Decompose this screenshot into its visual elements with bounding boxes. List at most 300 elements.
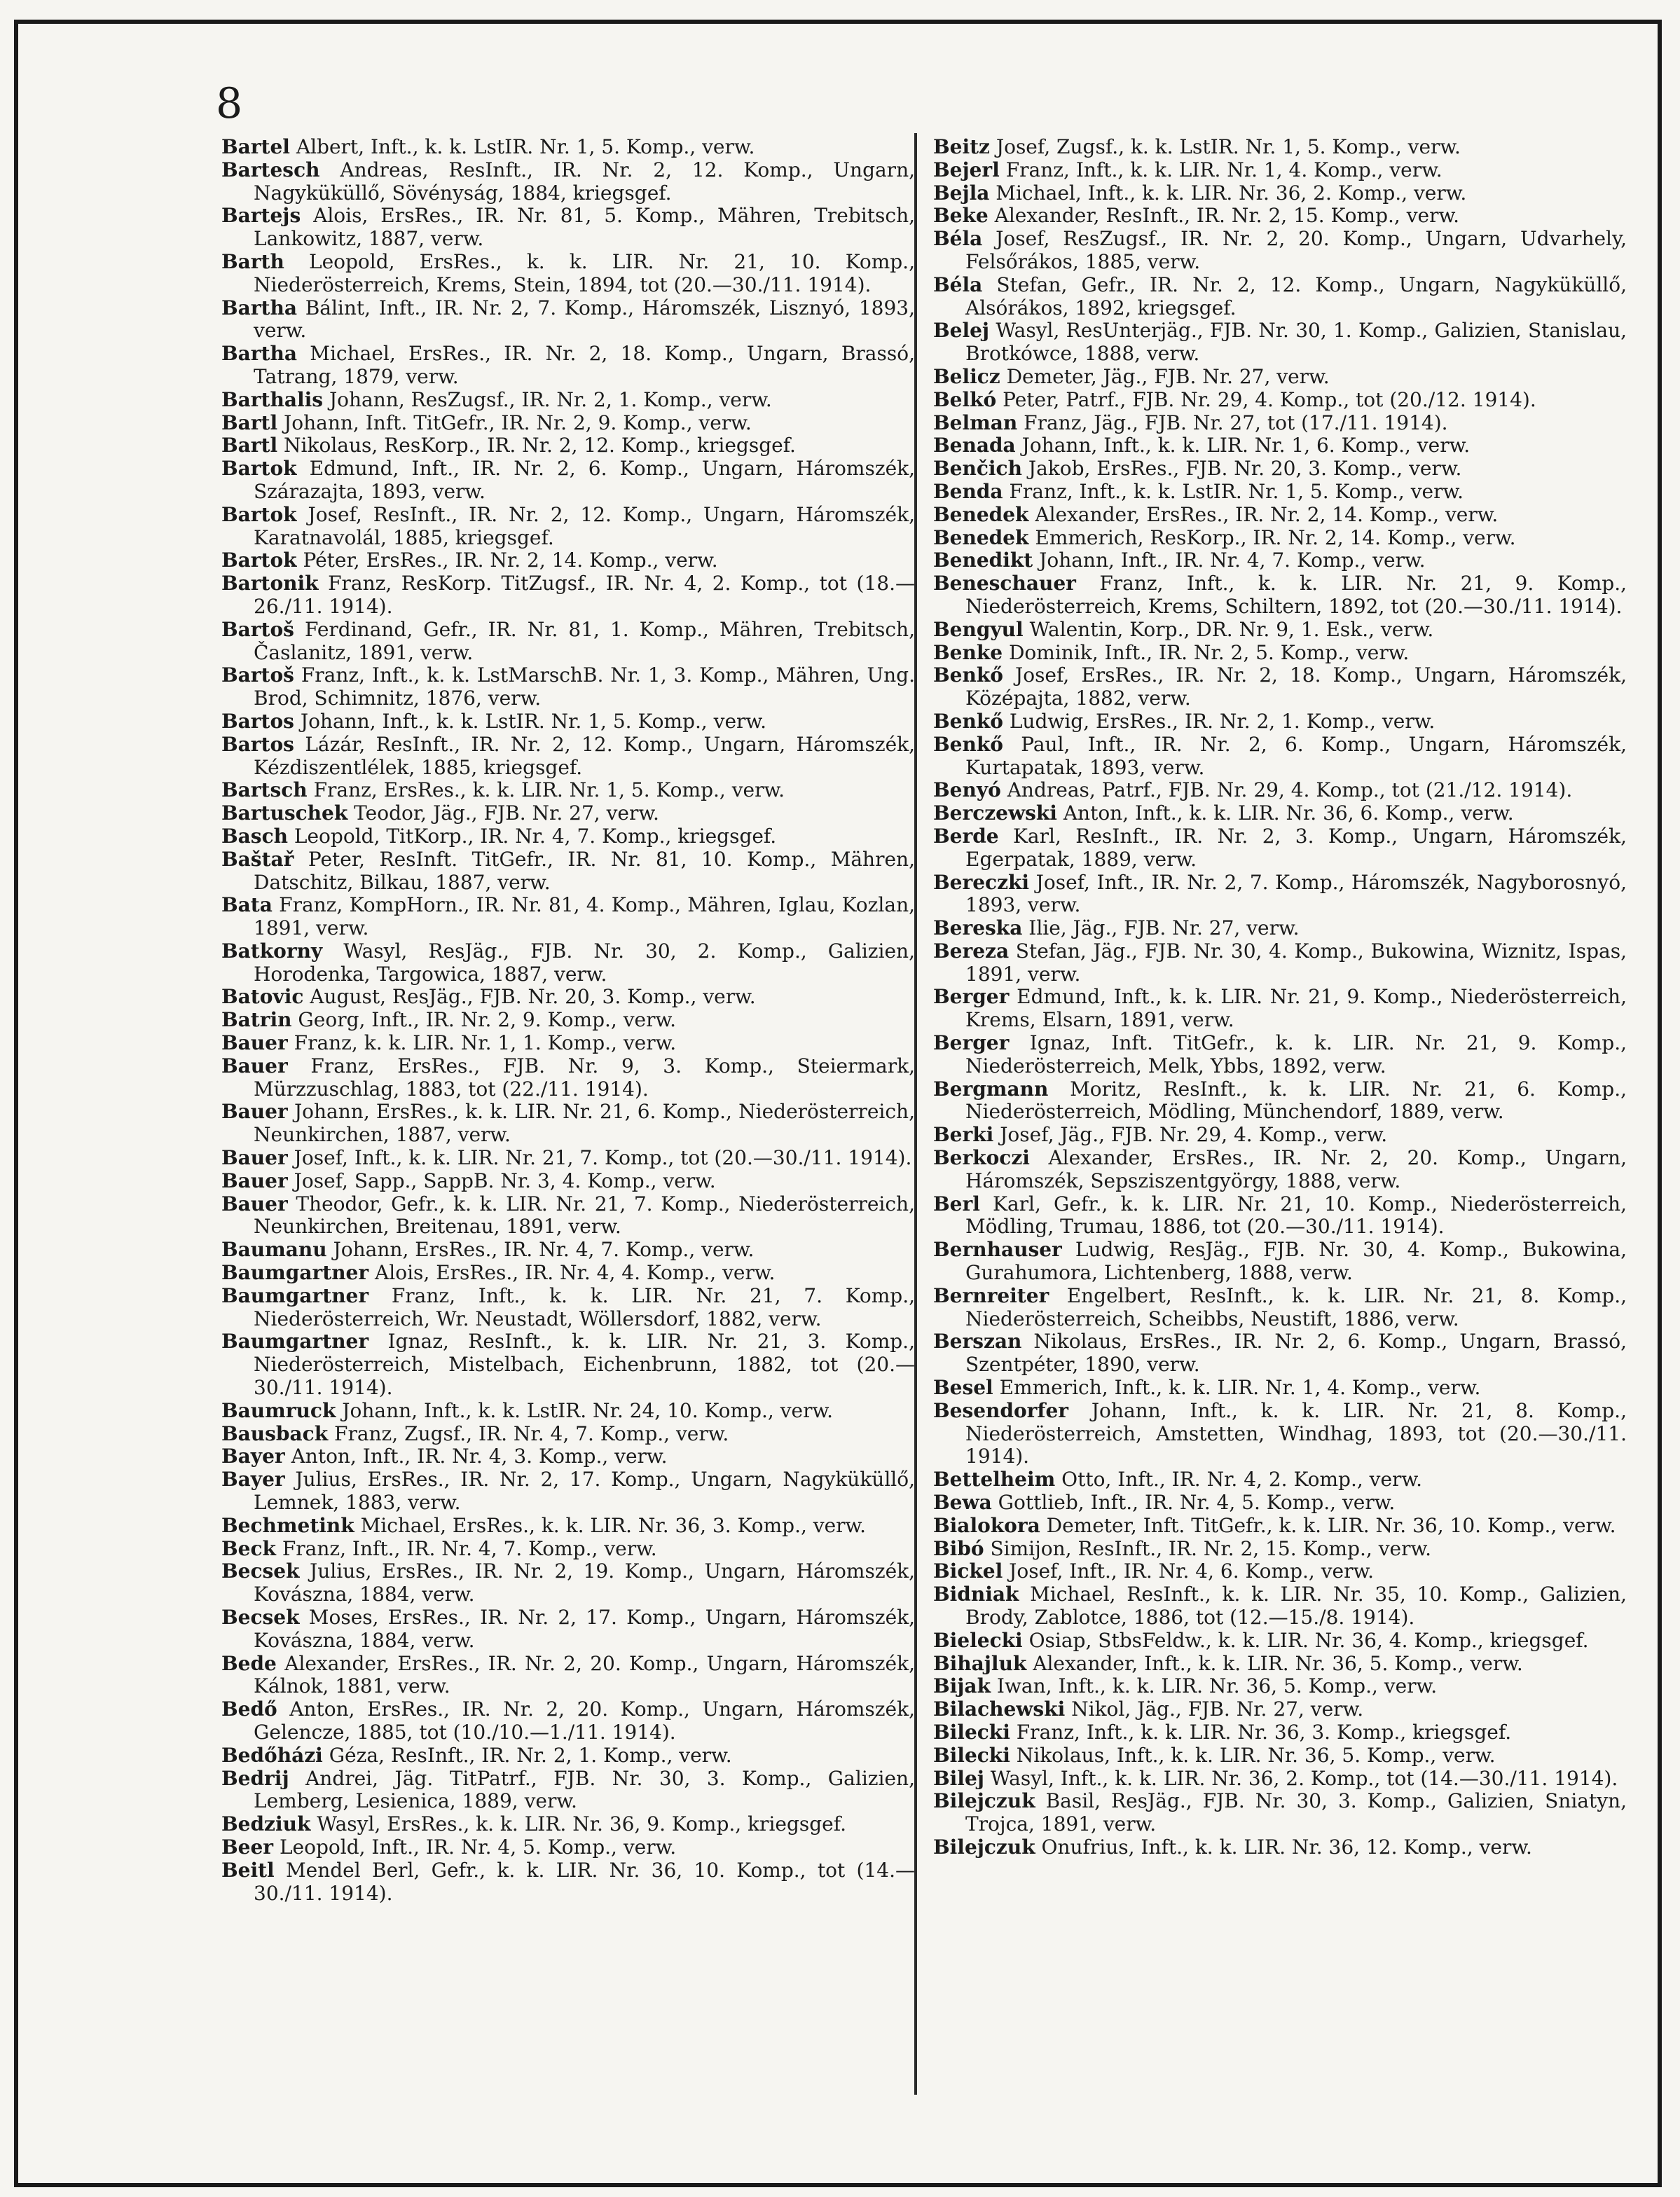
register-entry xyxy=(933,1239,1627,1285)
register-entry xyxy=(933,527,1627,550)
entry-surname: Béla xyxy=(933,227,983,251)
entry-surname: Bilecki xyxy=(933,1720,1010,1744)
entry-surname: Bartok xyxy=(221,549,297,572)
entry-surname: Bayer xyxy=(221,1445,285,1468)
entry-details: Franz, ResKorp. TitZugsf., IR. Nr. 4, 2. Komp., tot (18.—26./11. 1914). xyxy=(254,572,915,618)
register-entry xyxy=(221,1055,915,1101)
register-entry xyxy=(221,894,915,940)
entry-details: Franz, KompHorn., IR. Nr. 81, 4. Komp., Mähren, Iglau, Kozlan, 1891, verw. xyxy=(254,893,915,940)
entry-details: Michael, Inft., k. k. LIR. Nr. 36, 2. Komp., verw. xyxy=(996,181,1467,205)
entry-details: Jakob, ErsRes., FJB. Nr. 20, 3. Komp., verw. xyxy=(1028,457,1462,481)
register-entry xyxy=(933,642,1627,665)
entry-details: Johann, Inft. TitGefr., IR. Nr. 2, 9. Komp., verw. xyxy=(284,411,752,434)
entry-details: Osiap, StbsFeldw., k. k. LIR. Nr. 36, 4. Komp., kriegsgef. xyxy=(1028,1628,1589,1652)
entry-details: Ignaz, Inft. TitGefr., k. k. LIR. Nr. 21, 9. Komp., Niederösterreich, Melk, Ybbs, 1892, verw. xyxy=(965,1031,1627,1077)
register-entry xyxy=(933,319,1627,366)
entry-surname: Benkő xyxy=(933,732,1003,756)
entry-surname: Basch xyxy=(221,824,288,848)
register-entry xyxy=(221,1330,915,1399)
entry-surname: Becsek xyxy=(221,1559,300,1583)
entry-surname: Beck xyxy=(221,1536,276,1560)
register-entry xyxy=(221,1170,915,1193)
entry-details: Julius, ErsRes., IR. Nr. 2, 17. Komp., Ungarn, Nagyküküllő, Lemnek, 1883, verw. xyxy=(254,1468,916,1515)
entry-details: Michael, ErsRes., IR. Nr. 2, 18. Komp., Ungarn, Brassó, Tatrang, 1879, verw. xyxy=(254,342,915,388)
entry-surname: Bartl xyxy=(221,411,278,434)
entry-details: Andreas, Patrf., FJB. Nr. 29, 4. Komp., tot (21./12. 1914). xyxy=(1007,778,1573,802)
register-entry xyxy=(221,1147,915,1170)
register-entry xyxy=(933,1285,1627,1331)
entry-details: Géza, ResInft., IR. Nr. 2, 1. Komp., verw. xyxy=(329,1743,732,1767)
register-entry xyxy=(221,1468,915,1515)
register-entry xyxy=(221,1538,915,1561)
entry-details: Josef, ResZugsf., IR. Nr. 2, 20. Komp., Ungarn, Udvarhely, Felsőrákos, 1885, verw. xyxy=(965,227,1627,273)
entry-surname: Bihajluk xyxy=(933,1651,1027,1675)
register-entry xyxy=(933,1836,1627,1859)
entry-surname: Bettelheim xyxy=(933,1468,1056,1492)
entry-details: Karl, ResInft., IR. Nr. 2, 3. Komp., Ungarn, Háromszék, Egerpatak, 1889, verw. xyxy=(965,824,1627,871)
register-entry xyxy=(933,572,1627,619)
register-entry xyxy=(221,1285,915,1331)
register-entry xyxy=(933,825,1627,872)
entry-details: Alexander, ErsRes., IR. Nr. 2, 20. Komp., Ungarn, Háromszék, Kálnok, 1881, verw. xyxy=(254,1651,915,1698)
entry-details: Albert, Inft., k. k. LstIR. Nr. 1, 5. Komp., verw. xyxy=(296,135,755,158)
entry-details: Johann, ErsRes., IR. Nr. 4, 7. Komp., verw. xyxy=(333,1238,755,1262)
entry-surname: Bartos xyxy=(221,732,294,756)
entry-details: Franz, ErsRes., k. k. LIR. Nr. 1, 5. Komp., verw. xyxy=(313,778,785,802)
register-entry xyxy=(221,205,915,251)
entry-details: Lázár, ResInft., IR. Nr. 2, 12. Komp., Ungarn, Háromszék, Kézdiszentlélek, 1885, kriegsgef. xyxy=(254,732,916,779)
register-entry xyxy=(221,802,915,825)
entry-surname: Benkő xyxy=(933,663,1003,687)
entry-surname: Bedő xyxy=(221,1697,277,1721)
entry-surname: Belman xyxy=(933,411,1018,434)
register-entry xyxy=(933,1377,1627,1400)
entry-surname: Bilej xyxy=(933,1766,984,1790)
entry-details: Peter, Patrf., FJB. Nr. 29, 4. Komp., tot (20./12. 1914). xyxy=(1003,387,1536,411)
entry-details: Iwan, Inft., k. k. LIR. Nr. 36, 5. Komp., verw. xyxy=(996,1674,1438,1698)
entry-details: Otto, Inft., IR. Nr. 4, 2. Komp., verw. xyxy=(1061,1468,1422,1492)
register-entry xyxy=(221,710,915,734)
entry-details: Alois, ErsRes., IR. Nr. 81, 5. Komp., Mähren, Trebitsch, Lankowitz, 1887, verw. xyxy=(254,204,915,251)
register-entry xyxy=(221,343,915,389)
entry-surname: Benedikt xyxy=(933,549,1033,572)
register-entry xyxy=(221,1653,915,1699)
register-entry xyxy=(221,1101,915,1147)
entry-surname: Baumruck xyxy=(221,1398,336,1422)
register-entry xyxy=(933,664,1627,710)
register-entry xyxy=(221,1836,915,1859)
register-entry xyxy=(933,434,1627,457)
register-entry xyxy=(221,1744,915,1768)
entry-surname: Bickel xyxy=(933,1559,1003,1583)
register-entry xyxy=(221,434,915,457)
entry-details: Andreas, ResInft., IR. Nr. 2, 12. Komp., Ungarn, Nagyküküllő, Sövényság, 1884, kriegsgef. xyxy=(254,158,916,205)
entry-details: Anton, Inft., k. k. LIR. Nr. 36, 6. Komp., verw. xyxy=(1063,801,1514,825)
register-entry xyxy=(221,504,915,550)
register-entry xyxy=(933,182,1627,205)
entry-details: Josef, Inft., k. k. LIR. Nr. 21, 7. Komp., tot (20.—30./11. 1914). xyxy=(294,1146,912,1170)
entry-surname: Belkó xyxy=(933,387,997,411)
register-entry xyxy=(933,872,1627,918)
entry-details: Franz, Inft., k. k. LIR. Nr. 36, 3. Komp., kriegsgef. xyxy=(1016,1720,1512,1744)
register-entry xyxy=(221,1262,915,1285)
register-entry xyxy=(933,1560,1627,1583)
entry-surname: Benke xyxy=(933,640,1003,664)
entry-surname: Berl xyxy=(933,1192,980,1215)
entry-details: Edmund, Inft., IR. Nr. 2, 6. Komp., Ungarn, Háromszék, Szárazajta, 1893, verw. xyxy=(254,457,916,503)
entry-details: Josef, Inft., IR. Nr. 2, 7. Komp., Háromszék, Nagyborosnyó, 1893, verw. xyxy=(965,870,1627,917)
entry-details: Karl, Gefr., k. k. LIR. Nr. 21, 10. Komp., Niederösterreich, Mödling, Trumau, 1886, tot (20.—30./11. 1914). xyxy=(965,1192,1627,1239)
entry-surname: Bedziuk xyxy=(221,1812,311,1836)
entry-surname: Bechmetink xyxy=(221,1513,354,1537)
register-entry xyxy=(933,228,1627,274)
right-column xyxy=(933,136,1627,1859)
register-entry xyxy=(933,1515,1627,1538)
entry-details: Demeter, Inft. TitGefr., k. k. LIR. Nr. 36, 10. Komp., verw. xyxy=(1046,1513,1616,1537)
register-entry xyxy=(933,1492,1627,1515)
register-entry xyxy=(933,619,1627,642)
register-entry xyxy=(221,457,915,504)
register-entry xyxy=(933,779,1627,802)
register-entry xyxy=(221,1560,915,1606)
entry-surname: Bidniak xyxy=(933,1583,1019,1606)
register-entry xyxy=(933,986,1627,1032)
register-entry xyxy=(933,1744,1627,1768)
entry-surname: Bijak xyxy=(933,1674,991,1698)
entry-details: Josef, Sapp., SappB. Nr. 3, 4. Komp., verw. xyxy=(294,1169,716,1192)
entry-surname: Batrin xyxy=(221,1008,292,1032)
register-entry xyxy=(933,917,1627,940)
entry-surname: Bauer xyxy=(221,1169,288,1192)
entry-details: Alois, ErsRes., IR. Nr. 4, 4. Komp., verw. xyxy=(375,1261,776,1285)
entry-surname: Bengyul xyxy=(933,617,1024,641)
entry-details: Mendel Berl, Gefr., k. k. LIR. Nr. 36, 10. Komp., tot (14.—30./11. 1914). xyxy=(254,1858,915,1905)
entry-details: Johann, ErsRes., k. k. LIR. Nr. 21, 6. Komp., Niederösterreich, Neunkirchen, 1887, verw. xyxy=(254,1100,915,1147)
register-entry xyxy=(933,1078,1627,1124)
entry-details: Julius, ErsRes., IR. Nr. 2, 19. Komp., Ungarn, Háromszék, Kovászna, 1884, verw. xyxy=(254,1559,916,1606)
register-entry xyxy=(933,549,1627,572)
register-entry xyxy=(933,1400,1627,1468)
entry-surname: Bartoš xyxy=(221,663,294,687)
entry-surname: Barth xyxy=(221,249,284,273)
register-entry xyxy=(933,457,1627,481)
entry-surname: Bilejczuk xyxy=(933,1789,1035,1813)
entry-details: Johann, Inft., IR. Nr. 4, 7. Komp., verw. xyxy=(1039,549,1426,572)
register-entry xyxy=(933,734,1627,780)
entry-surname: Beneschauer xyxy=(933,572,1076,595)
entry-surname: Baštař xyxy=(221,847,294,871)
entry-details: Onufrius, Inft., k. k. LIR. Nr. 36, 12. Komp., verw. xyxy=(1041,1835,1532,1859)
register-entry xyxy=(933,366,1627,389)
entry-details: Simijon, ResInft., IR. Nr. 2, 15. Komp., verw. xyxy=(990,1536,1432,1560)
entry-details: Emmerich, ResKorp., IR. Nr. 2, 14. Komp., verw. xyxy=(1035,525,1516,549)
entry-surname: Bayer xyxy=(221,1468,285,1492)
entry-surname: Bausback xyxy=(221,1421,329,1445)
entry-details: Franz, Inft., k. k. LstMarschB. Nr. 1, 3. Komp., Mähren, Ung. Brod, Schimnitz, 1876, verw. xyxy=(254,663,915,710)
entry-surname: Baumgartner xyxy=(221,1283,369,1307)
register-entry xyxy=(221,848,915,895)
register-entry xyxy=(933,1790,1627,1836)
register-entry xyxy=(933,1675,1627,1698)
entry-surname: Benda xyxy=(933,479,1003,503)
register-entry xyxy=(933,274,1627,320)
entry-surname: Belicz xyxy=(933,364,1000,388)
entry-details: Johann, ResZugsf., IR. Nr. 2, 1. Komp., verw. xyxy=(329,387,772,411)
entry-details: Alexander, ResInft., IR. Nr. 2, 15. Komp., verw. xyxy=(994,204,1460,228)
entry-details: Ilie, Jäg., FJB. Nr. 27, verw. xyxy=(1028,916,1300,940)
entry-details: Stefan, Jäg., FJB. Nr. 30, 4. Komp., Bukowina, Wiznitz, Ispas, 1891, verw. xyxy=(965,939,1627,986)
register-entry xyxy=(221,986,915,1009)
entry-details: Teodor, Jäg., FJB. Nr. 27, verw. xyxy=(354,801,659,825)
entry-details: Franz, ErsRes., FJB. Nr. 9, 3. Komp., Steiermark, Mürzzuschlag, 1883, tot (22./11. 1914). xyxy=(254,1054,915,1101)
register-entry xyxy=(221,572,915,619)
entry-details: Franz, Inft., IR. Nr. 4, 7. Komp., verw. xyxy=(282,1536,657,1560)
entry-details: Josef, ErsRes., IR. Nr. 2, 18. Komp., Ungarn, Háromszék, Középajta, 1882, verw. xyxy=(965,663,1627,710)
entry-details: Georg, Inft., IR. Nr. 2, 9. Komp., verw. xyxy=(298,1008,677,1032)
entry-surname: Bartl xyxy=(221,434,278,457)
entry-details: Alexander, ErsRes., IR. Nr. 2, 14. Komp., verw. xyxy=(1035,502,1499,526)
entry-details: Emmerich, Inft., k. k. LIR. Nr. 1, 4. Komp., verw. xyxy=(999,1376,1481,1400)
register-entry xyxy=(221,389,915,412)
page-number: 8 xyxy=(216,79,243,128)
entry-details: Nikolaus, Inft., k. k. LIR. Nr. 36, 5. Komp., verw. xyxy=(1016,1743,1496,1767)
entry-surname: Batkorny xyxy=(221,939,323,963)
entry-details: Peter, ResInft. TitGefr., IR. Nr. 81, 10. Komp., Mähren, Datschitz, Bilkau, 1887, verw. xyxy=(254,847,915,894)
entry-surname: Bilachewski xyxy=(933,1697,1066,1721)
entry-details: Péter, ErsRes., IR. Nr. 2, 14. Komp., verw. xyxy=(303,549,718,572)
entry-surname: Bartejs xyxy=(221,204,301,228)
entry-surname: Bartesch xyxy=(221,158,320,181)
register-entry xyxy=(933,1538,1627,1561)
entry-surname: Bewa xyxy=(933,1491,992,1515)
register-entry xyxy=(933,1630,1627,1653)
register-entry xyxy=(221,1445,915,1468)
entry-details: Engelbert, ResInft., k. k. LIR. Nr. 21, 8. Komp., Niederösterreich, Scheibbs, Neustift, 1886, verw. xyxy=(965,1283,1627,1330)
entry-details: Walentin, Korp., DR. Nr. 9, 1. Esk., verw. xyxy=(1029,617,1434,641)
register-entry xyxy=(933,136,1627,159)
entry-surname: Bilejczuk xyxy=(933,1835,1035,1859)
entry-surname: Berczewski xyxy=(933,801,1057,825)
entry-details: Leopold, ErsRes., k. k. LIR. Nr. 21, 10. Komp., Niederösterreich, Krems, Stein, 1894, tot (20.—30./11. 1914). xyxy=(254,249,915,296)
register-entry xyxy=(221,1606,915,1653)
entry-details: Anton, Inft., IR. Nr. 4, 3. Komp., verw. xyxy=(291,1445,668,1468)
register-entry xyxy=(933,481,1627,504)
register-entry xyxy=(933,1330,1627,1377)
entry-details: Bálint, Inft., IR. Nr. 2, 7. Komp., Háromszék, Lisznyó, 1893, verw. xyxy=(254,296,916,343)
entry-surname: Bereza xyxy=(933,939,1010,963)
entry-details: Basil, ResJäg., FJB. Nr. 30, 3. Komp., Galizien, Sniatyn, Trojca, 1891, verw. xyxy=(965,1789,1627,1836)
entry-details: Josef, Inft., IR. Nr. 4, 6. Komp., verw. xyxy=(1009,1559,1375,1583)
register-entry xyxy=(933,1583,1627,1630)
entry-surname: Berde xyxy=(933,824,999,848)
register-entry xyxy=(933,504,1627,527)
register-entry xyxy=(221,412,915,435)
entry-surname: Benkő xyxy=(933,709,1003,733)
entry-surname: Bialokora xyxy=(933,1513,1040,1537)
entry-surname: Beitz xyxy=(933,135,990,158)
entry-surname: Bibó xyxy=(933,1536,984,1560)
entry-surname: Bereczki xyxy=(933,870,1030,894)
entry-surname: Baumgartner xyxy=(221,1330,369,1354)
entry-surname: Berki xyxy=(933,1123,994,1147)
register-entry xyxy=(933,1124,1627,1147)
entry-surname: Benedek xyxy=(933,525,1029,549)
register-entry xyxy=(221,1859,915,1906)
register-entry xyxy=(933,710,1627,734)
entry-details: Nikol, Jäg., FJB. Nr. 27, verw. xyxy=(1071,1697,1364,1721)
entry-details: Ludwig, ErsRes., IR. Nr. 2, 1. Komp., verw. xyxy=(1009,709,1435,733)
entry-surname: Bartsch xyxy=(221,778,308,802)
entry-surname: Bauer xyxy=(221,1100,288,1124)
entry-details: Leopold, TitKorp., IR. Nr. 4, 7. Komp., kriegsgef. xyxy=(294,824,777,848)
entry-details: Nikolaus, ErsRes., IR. Nr. 2, 6. Komp., Ungarn, Brassó, Szentpéter, 1890, verw. xyxy=(965,1330,1627,1377)
entry-details: Gottlieb, Inft., IR. Nr. 4, 5. Komp., verw. xyxy=(998,1491,1396,1515)
entry-details: Johann, Inft., k. k. LstIR. Nr. 1, 5. Komp., verw. xyxy=(300,709,766,733)
entry-surname: Bedrij xyxy=(221,1766,289,1790)
entry-details: Wasyl, ResJäg., FJB. Nr. 30, 2. Komp., Galizien, Horodenka, Targowica, 1887, verw. xyxy=(254,939,915,986)
entry-details: August, ResJäg., FJB. Nr. 20, 3. Komp., verw. xyxy=(310,985,756,1009)
register-entry xyxy=(933,1147,1627,1193)
entry-details: Franz, Inft., k. k. LIR. Nr. 21, 9. Komp., Niederösterreich, Krems, Schiltern, 1892, tot (20.—30./11. 1914). xyxy=(965,572,1627,618)
entry-details: Michael, ResInft., k. k. LIR. Nr. 35, 10. Komp., Galizien, Brody, Zablotce, 1886, tot (12.—15./8. 1914). xyxy=(965,1583,1627,1629)
register-entry xyxy=(933,1721,1627,1744)
entry-details: Michael, ErsRes., k. k. LIR. Nr. 36, 3. Komp., verw. xyxy=(360,1513,867,1537)
entry-details: Edmund, Inft., k. k. LIR. Nr. 21, 9. Komp., Niederösterreich, Krems, Elsarn, 1891, verw. xyxy=(965,985,1627,1032)
entry-details: Ignaz, ResInft., k. k. LIR. Nr. 21, 3. Komp., Niederösterreich, Mistelbach, Eichenbrunn, 1882, tot (20.—30./11. 1914). xyxy=(254,1330,915,1400)
left-column xyxy=(221,136,915,1905)
entry-surname: Beer xyxy=(221,1835,274,1859)
register-entry xyxy=(221,1032,915,1055)
register-entry xyxy=(221,1400,915,1423)
entry-details: Franz, Zugsf., IR. Nr. 4, 7. Komp., verw. xyxy=(334,1421,729,1445)
entry-surname: Beitl xyxy=(221,1858,275,1882)
entry-surname: Berkoczi xyxy=(933,1146,1030,1170)
entry-surname: Benada xyxy=(933,434,1016,457)
register-entry xyxy=(221,159,915,205)
entry-surname: Bernhauser xyxy=(933,1238,1062,1262)
register-entry xyxy=(221,1698,915,1744)
entry-surname: Bauer xyxy=(221,1146,288,1170)
entry-surname: Baumgartner xyxy=(221,1261,369,1285)
entry-surname: Berger xyxy=(933,1031,1010,1055)
entry-details: Alexander, ErsRes., IR. Nr. 2, 20. Komp., Ungarn, Háromszék, Sepsziszentgyörgy, 1888, verw. xyxy=(965,1146,1627,1192)
entry-surname: Bernreiter xyxy=(933,1283,1049,1307)
entry-surname: Bedőházi xyxy=(221,1743,323,1767)
register-entry xyxy=(933,159,1627,182)
entry-details: Moritz, ResInft., k. k. LIR. Nr. 21, 6. Komp., Niederösterreich, Mödling, Münchendorf, 1889, verw. xyxy=(965,1077,1627,1124)
register-entry xyxy=(221,664,915,710)
register-entry xyxy=(221,1239,915,1262)
entry-details: Anton, ErsRes., IR. Nr. 2, 20. Komp., Ungarn, Háromszék, Gelencze, 1885, tot (10./10.—1./11. 1914). xyxy=(254,1697,915,1744)
entry-surname: Bartok xyxy=(221,502,297,526)
register-entry xyxy=(933,412,1627,435)
register-entry xyxy=(221,1193,915,1239)
entry-surname: Béla xyxy=(933,273,983,296)
register-entry xyxy=(221,297,915,343)
entry-surname: Bejla xyxy=(933,181,990,205)
entry-surname: Bartos xyxy=(221,709,294,733)
register-entry xyxy=(221,549,915,572)
entry-details: Stefan, Gefr., IR. Nr. 2, 12. Komp., Ungarn, Nagyküküllő, Alsórákos, 1892, kriegsgef. xyxy=(965,273,1627,319)
entry-details: Moses, ErsRes., IR. Nr. 2, 17. Komp., Ungarn, Háromszék, Kovászna, 1884, verw. xyxy=(254,1606,916,1652)
entry-surname: Bereska xyxy=(933,916,1023,940)
entry-surname: Bauer xyxy=(221,1054,288,1077)
register-entry xyxy=(933,389,1627,412)
entry-details: Franz, Inft., k. k. LIR. Nr. 1, 4. Komp., verw. xyxy=(1005,158,1443,181)
entry-details: Theodor, Gefr., k. k. LIR. Nr. 21, 7. Komp., Niederösterreich, Neunkirchen, Breitenau, 1891, verw. xyxy=(254,1192,915,1239)
entry-details: Ludwig, ResJäg., FJB. Nr. 30, 4. Komp., Bukowina, Gurahumora, Lichtenberg, 1888, verw. xyxy=(965,1238,1627,1285)
entry-surname: Bartuschek xyxy=(221,801,348,825)
entry-surname: Berszan xyxy=(933,1330,1022,1354)
register-entry xyxy=(221,940,915,986)
register-entry xyxy=(933,1032,1627,1078)
entry-surname: Bartha xyxy=(221,342,297,366)
entry-surname: Benčich xyxy=(933,457,1022,481)
entry-details: Paul, Inft., IR. Nr. 2, 6. Komp., Ungarn, Háromszék, Kurtapatak, 1893, verw. xyxy=(965,732,1627,779)
entry-details: Demeter, Jäg., FJB. Nr. 27, verw. xyxy=(1006,364,1330,388)
entry-details: Wasyl, ErsRes., k. k. LIR. Nr. 36, 9. Komp., kriegsgef. xyxy=(317,1812,847,1836)
entry-details: Franz, k. k. LIR. Nr. 1, 1. Komp., verw. xyxy=(294,1031,677,1055)
entry-surname: Baumanu xyxy=(221,1238,327,1262)
entry-details: Josef, Zugsf., k. k. LstIR. Nr. 1, 5. Komp., verw. xyxy=(996,135,1461,158)
entry-surname: Becsek xyxy=(221,1606,300,1629)
entry-details: Nikolaus, ResKorp., IR. Nr. 2, 12. Komp., kriegsgef. xyxy=(284,434,796,457)
entry-surname: Bergmann xyxy=(933,1077,1049,1101)
entry-details: Johann, Inft., k. k. LIR. Nr. 1, 6. Komp., verw. xyxy=(1021,434,1471,457)
entry-details: Wasyl, ResUnterjäg., FJB. Nr. 30, 1. Komp., Galizien, Stanislau, Brotkówce, 1888, verw. xyxy=(965,319,1627,366)
entry-details: Dominik, Inft., IR. Nr. 2, 5. Komp., verw. xyxy=(1008,640,1410,664)
entry-details: Wasyl, Inft., k. k. LIR. Nr. 36, 2. Komp., tot (14.—30./11. 1914). xyxy=(990,1766,1618,1790)
register-entry xyxy=(933,205,1627,228)
entry-details: Josef, Jäg., FJB. Nr. 29, 4. Komp., verw. xyxy=(1000,1123,1388,1147)
register-entry xyxy=(221,1009,915,1032)
register-entry xyxy=(221,1423,915,1446)
register-entry xyxy=(933,1653,1627,1676)
register-entry xyxy=(933,1193,1627,1239)
entry-details: Andrei, Jäg. TitPatrf., FJB. Nr. 30, 3. Komp., Galizien, Lemberg, Lesienica, 1889, verw. xyxy=(254,1766,915,1813)
entry-surname: Bauer xyxy=(221,1031,288,1055)
entry-surname: Bartha xyxy=(221,296,297,319)
entry-surname: Berger xyxy=(933,985,1010,1009)
entry-surname: Bielecki xyxy=(933,1628,1023,1652)
entry-details: Ferdinand, Gefr., IR. Nr. 81, 1. Komp., Mähren, Trebitsch, Časlanitz, 1891, verw. xyxy=(254,617,915,664)
entry-surname: Bartoš xyxy=(221,617,294,641)
entry-surname: Batovic xyxy=(221,985,304,1009)
entry-details: Franz, Inft., k. k. LIR. Nr. 21, 7. Komp., Niederösterreich, Wr. Neustadt, Wöllersdorf, 1882, verw. xyxy=(254,1283,915,1330)
register-entry xyxy=(933,1698,1627,1721)
entry-details: Josef, ResInft., IR. Nr. 2, 12. Komp., Ungarn, Háromszék, Karatnavolál, 1885, kriegsgef. xyxy=(254,502,915,549)
register-entry xyxy=(221,1515,915,1538)
register-entry xyxy=(933,940,1627,986)
entry-surname: Bejerl xyxy=(933,158,1000,181)
register-entry xyxy=(221,251,915,297)
entry-details: Franz, Inft., k. k. LstIR. Nr. 1, 5. Komp., verw. xyxy=(1009,479,1464,503)
register-entry xyxy=(221,1768,915,1814)
register-entry xyxy=(221,136,915,159)
register-entry xyxy=(933,1768,1627,1791)
register-entry xyxy=(933,802,1627,825)
register-entry xyxy=(221,779,915,802)
entry-surname: Belej xyxy=(933,319,990,343)
entry-surname: Benedek xyxy=(933,502,1029,526)
entry-surname: Bata xyxy=(221,893,273,917)
register-entry xyxy=(221,619,915,665)
entry-details: Johann, Inft., k. k. LIR. Nr. 21, 8. Komp., Niederösterreich, Amstetten, Windhag, 1893, tot (20.—30./11. 1914). xyxy=(965,1398,1627,1468)
entry-surname: Besel xyxy=(933,1376,993,1400)
register-entry xyxy=(221,825,915,848)
entry-surname: Bartel xyxy=(221,135,290,158)
entry-surname: Bartonik xyxy=(221,572,319,595)
